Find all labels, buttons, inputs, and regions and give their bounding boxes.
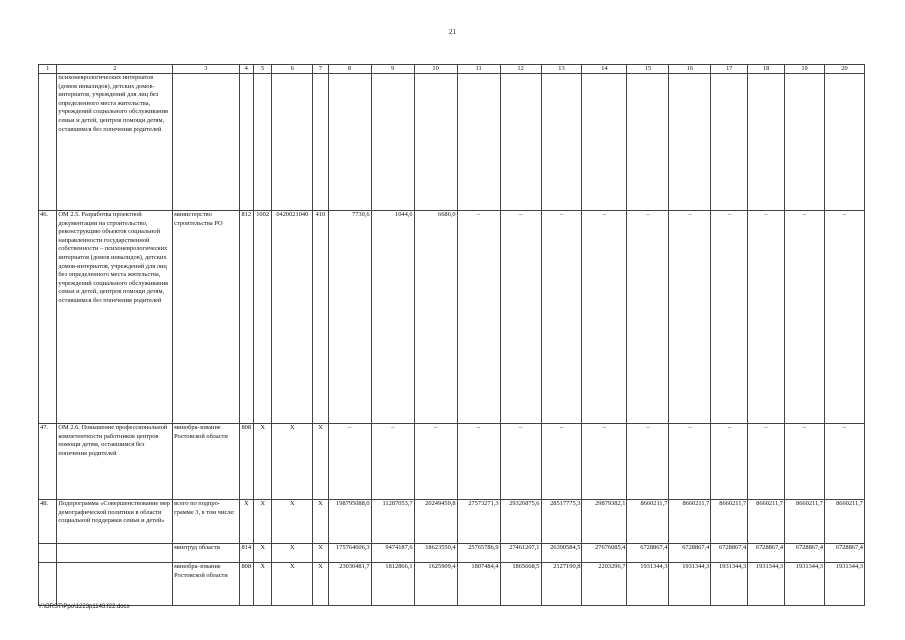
value-cell: –	[711, 424, 748, 500]
value-cell: 27676085,4	[582, 544, 627, 563]
value-cell: 1044,6	[371, 211, 414, 424]
value-cell: –	[785, 211, 825, 424]
value-cell: 20249459,8	[414, 500, 457, 544]
value-cell: 2127190,8	[541, 563, 582, 606]
value-cell: –	[785, 424, 825, 500]
responsible-executor	[173, 74, 240, 211]
value-cell: 8660211,7	[627, 500, 669, 544]
row-name: Подпрограмма «Совершенствование мер демографической политики в области социальной поддержки семьи и детей»	[57, 500, 173, 544]
value-cell: –	[414, 424, 457, 500]
value-cell: 410	[313, 211, 328, 424]
value-cell: 1931344,3	[785, 563, 825, 606]
value-cell: 25765786,9	[457, 544, 500, 563]
value-cell: 6728867,4	[748, 544, 785, 563]
value-cell	[500, 74, 541, 211]
value-cell: Х	[313, 563, 328, 606]
value-cell	[582, 74, 627, 211]
value-cell: Х	[313, 424, 328, 500]
column-number: 2	[57, 65, 173, 74]
value-cell: Х	[253, 544, 271, 563]
table-row	[39, 74, 865, 211]
value-cell: 8660211,7	[711, 500, 748, 544]
row-number	[39, 74, 57, 211]
value-cell: 6728867,4	[824, 544, 864, 563]
value-cell: Х	[272, 424, 313, 500]
value-cell: 198795088,0	[328, 500, 371, 544]
value-cell: 29879382,1	[582, 500, 627, 544]
row-number	[39, 563, 57, 606]
row-number: 46.	[39, 211, 57, 424]
value-cell: –	[748, 211, 785, 424]
column-number: 3	[173, 65, 240, 74]
value-cell: –	[627, 424, 669, 500]
value-cell: –	[500, 424, 541, 500]
value-cell: –	[457, 211, 500, 424]
value-cell: 175764606,3	[328, 544, 371, 563]
value-cell	[414, 74, 457, 211]
value-cell: 8660211,7	[785, 500, 825, 544]
value-cell: 1931344,3	[711, 563, 748, 606]
table-row	[39, 544, 865, 563]
value-cell: 2203296,7	[582, 563, 627, 606]
row-number	[39, 544, 57, 563]
column-number: 17	[711, 65, 748, 74]
value-cell: Х	[253, 500, 271, 544]
value-cell	[272, 74, 313, 211]
header-row	[39, 65, 865, 74]
value-cell: 0420021040	[272, 211, 313, 424]
value-cell: –	[627, 211, 669, 424]
value-cell: 1931344,3	[824, 563, 864, 606]
value-cell: 1812866,1	[371, 563, 414, 606]
value-cell: 23030481,7	[328, 563, 371, 606]
value-cell: 814	[239, 544, 253, 563]
value-cell: 26390584,5	[541, 544, 582, 563]
value-cell: –	[500, 211, 541, 424]
column-number: 10	[414, 65, 457, 74]
column-number: 16	[669, 65, 711, 74]
table-row	[39, 424, 865, 500]
value-cell: 6728867,4	[669, 544, 711, 563]
value-cell: –	[748, 424, 785, 500]
column-number: 11	[457, 65, 500, 74]
value-cell: 808	[239, 563, 253, 606]
value-cell: Х	[253, 424, 271, 500]
value-cell	[253, 74, 271, 211]
responsible-executor: министерство строительства РО	[173, 211, 240, 424]
value-cell: Х	[239, 500, 253, 544]
value-cell: –	[669, 211, 711, 424]
value-cell: 7730,6	[328, 211, 371, 424]
value-cell: Х	[313, 544, 328, 563]
file-path-footer: Y:\ORST\Ppo\1223p1143.f22.docx	[38, 604, 130, 610]
value-cell	[313, 74, 328, 211]
value-cell: 11287053,7	[371, 500, 414, 544]
value-cell: 9474187,6	[371, 544, 414, 563]
column-number: 7	[313, 65, 328, 74]
column-number: 20	[824, 65, 864, 74]
value-cell: –	[582, 424, 627, 500]
value-cell	[328, 74, 371, 211]
value-cell: 8660211,7	[748, 500, 785, 544]
value-cell	[239, 74, 253, 211]
value-cell: 6728867,4	[627, 544, 669, 563]
row-name: психоневрологических интернатов (домов инвалидов), детских домов-интернатов, учреждений для лиц без определенного места жительства, учреждений социального обслуживания семьи и детей, центров помощи детям, оставшимся без попечения родителей	[57, 74, 173, 211]
value-cell: 1931344,3	[627, 563, 669, 606]
column-number: 13	[541, 65, 582, 74]
row-name: ОМ 2.5. Разработка проектной документации на строительство, реконструкцию объектов социальной направленности государственной собственности – психоневрологических интернатов (домов инвалидов), детских домов-интернатов, учреждений для лиц без определенного места жительства, учреждений социального обслуживания семьи и детей, центров помощи детям, оставшимся без попечения родителей	[57, 211, 173, 424]
value-cell: –	[457, 424, 500, 500]
value-cell: –	[328, 424, 371, 500]
value-cell: 1002	[253, 211, 271, 424]
value-cell	[669, 74, 711, 211]
row-name	[57, 563, 173, 606]
row-number: 47.	[39, 424, 57, 500]
value-cell: 28517775,3	[541, 500, 582, 544]
value-cell: 1625909,4	[414, 563, 457, 606]
responsible-executor: минобра-зование Ростовской области	[173, 424, 240, 500]
value-cell	[541, 74, 582, 211]
value-cell	[457, 74, 500, 211]
value-cell: Х	[253, 563, 271, 606]
value-cell	[371, 74, 414, 211]
column-number: 1	[39, 65, 57, 74]
value-cell: 1807484,4	[457, 563, 500, 606]
column-number: 15	[627, 65, 669, 74]
value-cell: 812	[239, 211, 253, 424]
value-cell	[748, 74, 785, 211]
budget-table	[38, 64, 865, 606]
value-cell: –	[824, 211, 864, 424]
column-number: 6	[272, 65, 313, 74]
value-cell: 6728867,4	[785, 544, 825, 563]
value-cell	[711, 74, 748, 211]
value-cell: 27461207,1	[500, 544, 541, 563]
table-row	[39, 500, 865, 544]
value-cell: Х	[313, 500, 328, 544]
column-number: 19	[785, 65, 825, 74]
value-cell	[824, 74, 864, 211]
value-cell: 808	[239, 424, 253, 500]
value-cell: 18623550,4	[414, 544, 457, 563]
value-cell: Х	[272, 563, 313, 606]
column-number: 8	[328, 65, 371, 74]
value-cell: 27573271,3	[457, 500, 500, 544]
value-cell	[627, 74, 669, 211]
value-cell: Х	[272, 500, 313, 544]
value-cell	[785, 74, 825, 211]
value-cell: –	[711, 211, 748, 424]
column-number: 14	[582, 65, 627, 74]
page-number: 21	[449, 28, 456, 36]
value-cell: –	[824, 424, 864, 500]
value-cell: –	[582, 211, 627, 424]
column-number: 18	[748, 65, 785, 74]
column-number: 4	[239, 65, 253, 74]
value-cell: 1865668,5	[500, 563, 541, 606]
responsible-executor: минобра-зование Ростовской области	[173, 563, 240, 606]
table-row	[39, 563, 865, 606]
value-cell: 6686,0	[414, 211, 457, 424]
column-number: 12	[500, 65, 541, 74]
value-cell: Х	[272, 544, 313, 563]
row-name	[57, 544, 173, 563]
value-cell: 8660211,7	[824, 500, 864, 544]
value-cell: 1931344,3	[748, 563, 785, 606]
row-name: ОМ 2.6. Повышение профессиональной компетентности работников центров помощи детям, оставшимся без попечения родителей	[57, 424, 173, 500]
value-cell: 6728867,4	[711, 544, 748, 563]
value-cell: 8660211,7	[669, 500, 711, 544]
column-number: 9	[371, 65, 414, 74]
value-cell: –	[541, 211, 582, 424]
value-cell: –	[541, 424, 582, 500]
responsible-executor: минтруд области	[173, 544, 240, 563]
value-cell: –	[669, 424, 711, 500]
column-number: 5	[253, 65, 271, 74]
value-cell: 1931344,3	[669, 563, 711, 606]
row-number: 48.	[39, 500, 57, 544]
responsible-executor: всего по подпро-грамме 3, в том числе:	[173, 500, 240, 544]
table-row	[39, 211, 865, 424]
value-cell: 29326875,6	[500, 500, 541, 544]
value-cell: –	[371, 424, 414, 500]
